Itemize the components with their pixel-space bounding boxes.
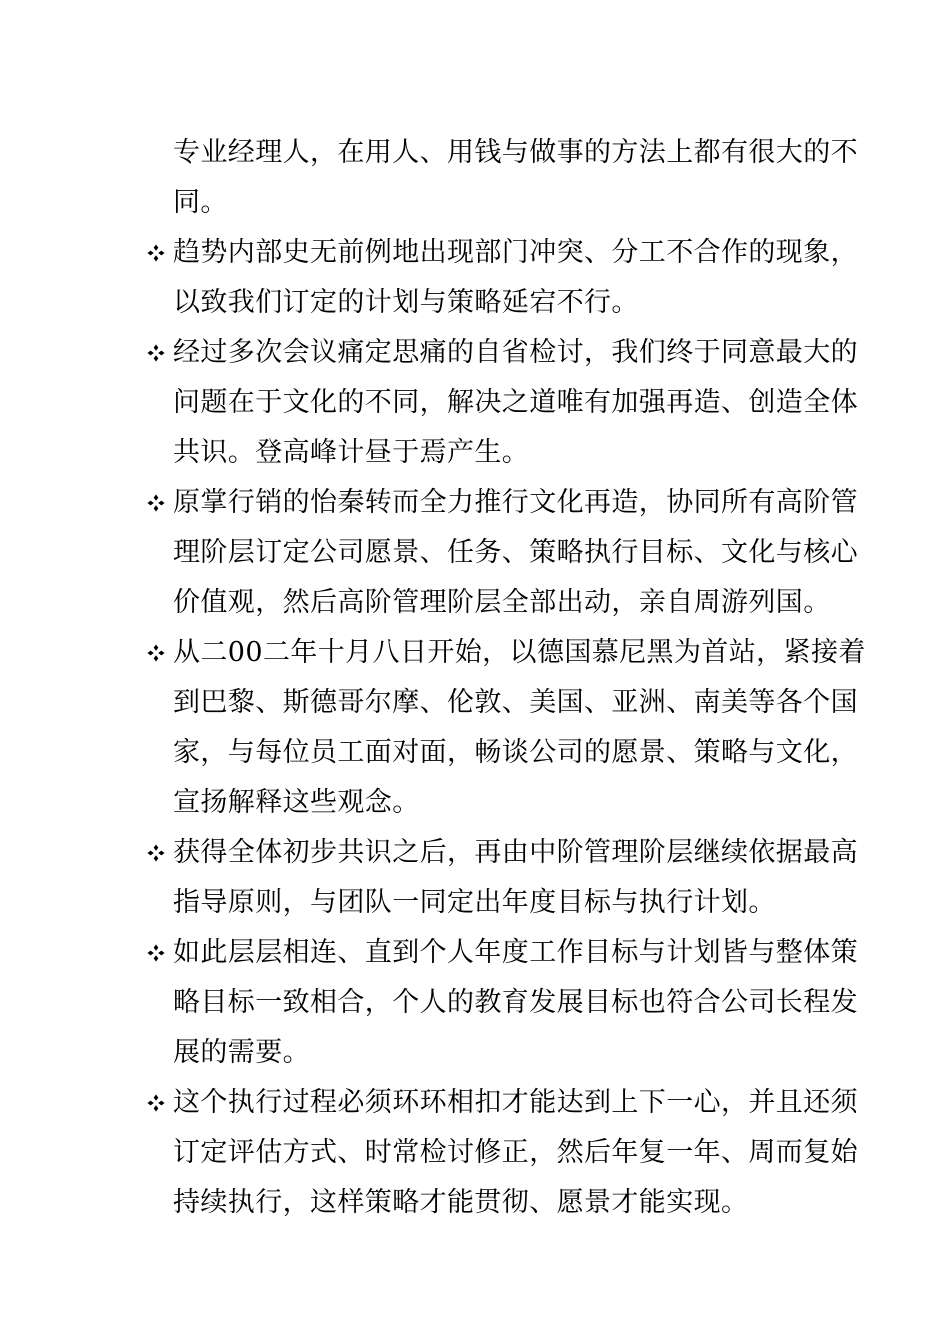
bullet-line: 经过多次会议痛定思痛的自省检讨，我们终于同意最大的 [173,337,858,368]
diamond-star-bullet-icon [145,828,167,878]
bullet-line: 共识。登高峰计昼于焉产生。 [173,437,530,468]
bullet-item-1 [145,228,858,328]
bullet-line: 理阶层订定公司愿景、任务、策略执行目标、文化与核心 [173,537,858,568]
bullet-line: 指导原则，与团队一同定出年度目标与执行计划。 [173,887,776,918]
bullet-line: 价值观，然后高阶管理阶层全部出动，亲自周游列国。 [173,587,831,618]
bullet-line: 以致我们订定的计划与策略延宕不行。 [173,287,639,318]
bullet-item-4 [145,628,866,828]
bullet-item-7 [145,1078,858,1228]
bullet-item-3 [145,478,858,628]
document-body [145,128,866,1228]
diamond-star-bullet-icon [145,478,167,528]
bullet-item-6 [145,928,858,1078]
diamond-star-bullet-icon [145,328,167,378]
diamond-star-bullet-icon [145,628,167,678]
bullet-line: 原掌行销的怡秦转而全力推行文化再造，协同所有高阶管 [173,487,858,518]
intro-line: 专业经理人，在用人、用钱与做事的方法上都有很大的不 [173,137,858,168]
intro-line: 同。 [173,187,228,218]
intro-paragraph [145,128,858,228]
bullet-item-2 [145,328,858,478]
bullet-line: 从二00二年十月八日开始，以德国慕尼黑为首站，紧接着 [173,637,866,668]
bullet-line: 获得全体初步共识之后，再由中阶管理阶层继续依据最高 [173,837,858,868]
diamond-star-bullet-icon [145,1078,167,1128]
bullet-line: 趋势内部史无前例地出现部门冲突、分工不合作的现象， [173,237,858,268]
bullet-line: 略目标一致相合，个人的教育发展目标也符合公司长程发 [173,987,858,1018]
bullet-line: 如此层层相连、直到个人年度工作目标与计划皆与整体策 [173,937,858,968]
bullet-line: 订定评估方式、时常检讨修正，然后年复一年、周而复始 [173,1137,858,1168]
bullet-line: 宣扬解释这些观念。 [173,787,420,818]
bullet-line: 家，与每位员工面对面，畅谈公司的愿景、策略与文化， [173,737,858,768]
diamond-star-bullet-icon [145,228,167,278]
bullet-line: 到巴黎、斯德哥尔摩、伦敦、美国、亚洲、南美等各个国 [173,687,858,718]
bullet-line: 持续执行，这样策略才能贯彻、愿景才能实现。 [173,1187,749,1218]
bullet-line: 问题在于文化的不同，解决之道唯有加强再造、创造全体 [173,387,858,418]
bullet-line: 这个执行过程必须环环相扣才能达到上下一心，并且还须 [173,1087,858,1118]
bullet-line: 展的需要。 [173,1037,310,1068]
diamond-star-bullet-icon [145,928,167,978]
bullet-item-5 [145,828,858,928]
